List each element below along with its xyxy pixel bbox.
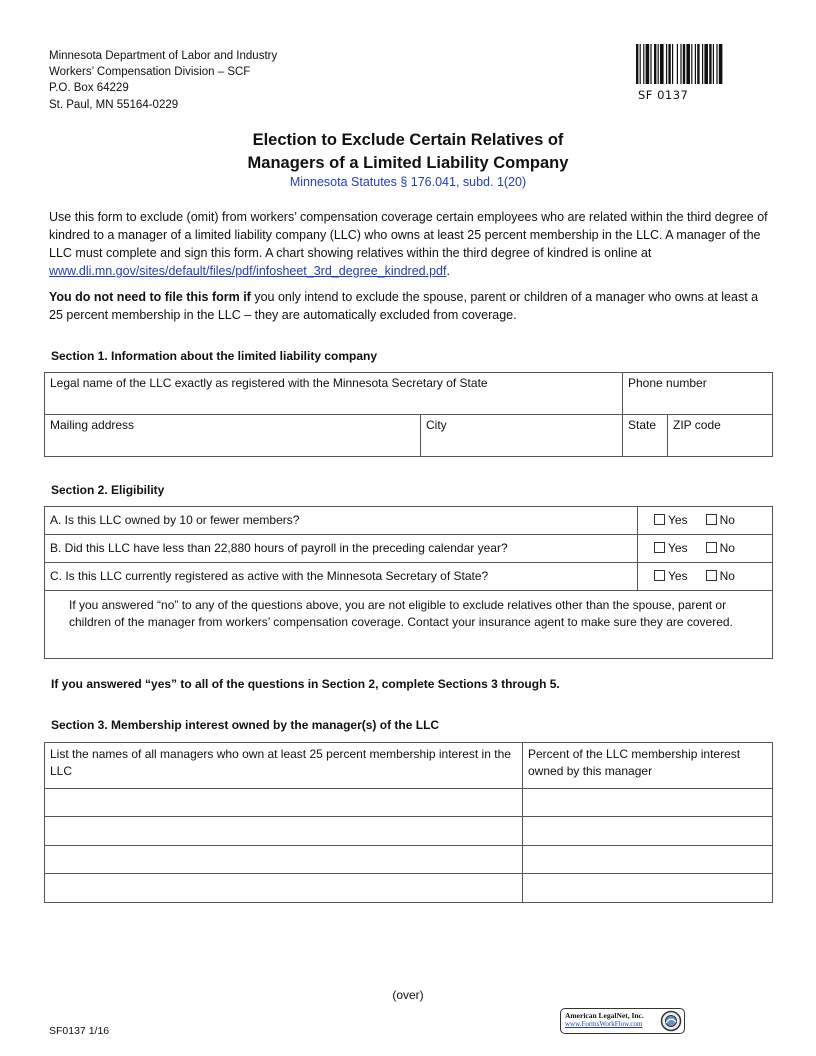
checkbox-icon[interactable] xyxy=(654,570,665,581)
form-title-line-2: Managers of a Limited Liability Company xyxy=(247,154,569,172)
badge-line-1: American LegalNet, Inc. xyxy=(565,1011,644,1020)
globe-icon xyxy=(660,1010,682,1032)
agency-address xyxy=(49,48,277,113)
zip-label: ZIP code xyxy=(673,418,721,432)
phone-field[interactable] xyxy=(623,373,773,415)
table-row xyxy=(45,789,773,817)
city-field[interactable] xyxy=(421,415,623,457)
sections-instruction: If you answered “yes” to all of the questions in Section 2, complete Sections 3 through 5. xyxy=(51,677,560,691)
barcode-icon xyxy=(636,44,754,84)
question-b: B. Did this LLC have less than 22,880 hours of payroll in the preceding calendar year? xyxy=(45,535,638,563)
membership-percent-header: Percent of the LLC membership interest owned by this manager xyxy=(523,743,773,789)
question-a: A. Is this LLC owned by 10 or fewer members? xyxy=(45,507,638,535)
zip-field[interactable] xyxy=(668,415,773,457)
membership-percent-input[interactable] xyxy=(523,817,773,846)
no-label: No xyxy=(719,569,735,583)
legal-name-label: Legal name of the LLC exactly as registered with the Minnesota Secretary of State xyxy=(50,376,488,390)
section-2-table xyxy=(44,506,773,659)
state-label: State xyxy=(628,418,657,432)
section-1-table xyxy=(44,372,773,457)
statute-reference: Minnesota Statutes § 176.041, subd. 1(20) xyxy=(289,175,527,189)
agency-line-4: St. Paul, MN 55164-0229 xyxy=(49,98,179,111)
city-label: City xyxy=(426,418,447,432)
mailing-address-field[interactable] xyxy=(45,415,421,457)
agency-line-3: P.O. Box 64229 xyxy=(49,82,129,95)
table-row xyxy=(45,874,773,903)
mailing-address-label: Mailing address xyxy=(50,418,135,432)
form-footer-code: SF0137 1/16 xyxy=(49,1025,110,1037)
legalnet-badge[interactable] xyxy=(560,1008,685,1034)
agency-line-2: Workers’ Compensation Division – SCF xyxy=(49,66,251,79)
yes-option-a[interactable] xyxy=(654,512,688,529)
manager-names-header: List the names of all managers who own at least 25 percent membership interest in the LLC xyxy=(45,743,523,789)
membership-percent-input[interactable] xyxy=(523,874,773,903)
notice-text: you only intend to exclude the spouse, parent or children of a manager who owns at least a 25 percent membership in the LLC – they are automatically excluded from coverage. xyxy=(49,290,759,322)
eligibility-note: If you answered “no” to any of the questions above, you are not eligible to exclude relatives other than the spouse, parent or children of the manager from workers’ compensation coverage. Contact your insurance agent to make sure they are covered. xyxy=(45,591,773,659)
eligibility-row-b xyxy=(45,535,773,563)
intro-end: . xyxy=(446,264,450,278)
form-title-line-1: Election to Exclude Certain Relatives of xyxy=(252,131,564,149)
manager-name-input[interactable] xyxy=(45,817,523,846)
checkbox-icon[interactable] xyxy=(654,542,665,553)
yes-option-c[interactable] xyxy=(654,568,688,585)
manager-name-input[interactable] xyxy=(45,846,523,874)
checkbox-icon[interactable] xyxy=(706,542,717,553)
legal-name-field[interactable] xyxy=(45,373,623,415)
membership-percent-input[interactable] xyxy=(523,789,773,817)
section-3-heading: Section 3. Membership interest owned by the manager(s) of the LLC xyxy=(51,718,440,732)
question-c: C. Is this LLC currently registered as active with the Minnesota Secretary of State? xyxy=(45,563,638,591)
yes-option-b[interactable] xyxy=(654,540,688,557)
kindred-chart-link[interactable]: www.dli.mn.gov/sites/default/files/pdf/infosheet_3rd_degree_kindred.pdf xyxy=(49,264,447,278)
answer-a xyxy=(638,507,773,535)
no-label: No xyxy=(719,541,735,555)
yes-label: Yes xyxy=(668,569,688,583)
manager-name-input[interactable] xyxy=(45,874,523,903)
yes-label: Yes xyxy=(668,541,688,555)
section-3-table xyxy=(44,742,773,903)
checkbox-icon[interactable] xyxy=(654,514,665,525)
over-indicator: (over) xyxy=(392,988,424,1002)
checkbox-icon[interactable] xyxy=(706,514,717,525)
eligibility-row-c xyxy=(45,563,773,591)
no-label: No xyxy=(719,513,735,527)
notice-bold: You do not need to file this form if xyxy=(49,290,251,304)
badge-line-2: www.FormsWorkFlow.com xyxy=(565,1020,643,1028)
no-option-c[interactable] xyxy=(706,568,735,585)
notice-paragraph xyxy=(49,288,775,324)
form-code: SF 0137 xyxy=(638,88,689,102)
no-option-b[interactable] xyxy=(706,540,735,557)
eligibility-row-a xyxy=(45,507,773,535)
intro-text: Use this form to exclude (omit) from workers’ compensation coverage certain employees who are related within the third degree of kindred to a manager of a limited liability company (LLC) who owns at least 25 percent membership in the LLC. A manager of the LLC must complete and sign this form. A chart showing relatives within the third degree of kindred is online at xyxy=(49,210,768,260)
manager-name-input[interactable] xyxy=(45,789,523,817)
state-field[interactable] xyxy=(623,415,668,457)
answer-b xyxy=(638,535,773,563)
table-row xyxy=(45,817,773,846)
yes-label: Yes xyxy=(668,513,688,527)
agency-line-1: Minnesota Department of Labor and Industry xyxy=(49,50,278,62)
checkbox-icon[interactable] xyxy=(706,570,717,581)
answer-c xyxy=(638,563,773,591)
section-1-heading: Section 1. Information about the limited liability company xyxy=(51,349,378,363)
section-2-heading: Section 2. Eligibility xyxy=(51,483,165,497)
table-row xyxy=(45,846,773,874)
intro-paragraph xyxy=(49,208,775,280)
phone-label: Phone number xyxy=(628,376,707,390)
no-option-a[interactable] xyxy=(706,512,735,529)
membership-percent-input[interactable] xyxy=(523,846,773,874)
